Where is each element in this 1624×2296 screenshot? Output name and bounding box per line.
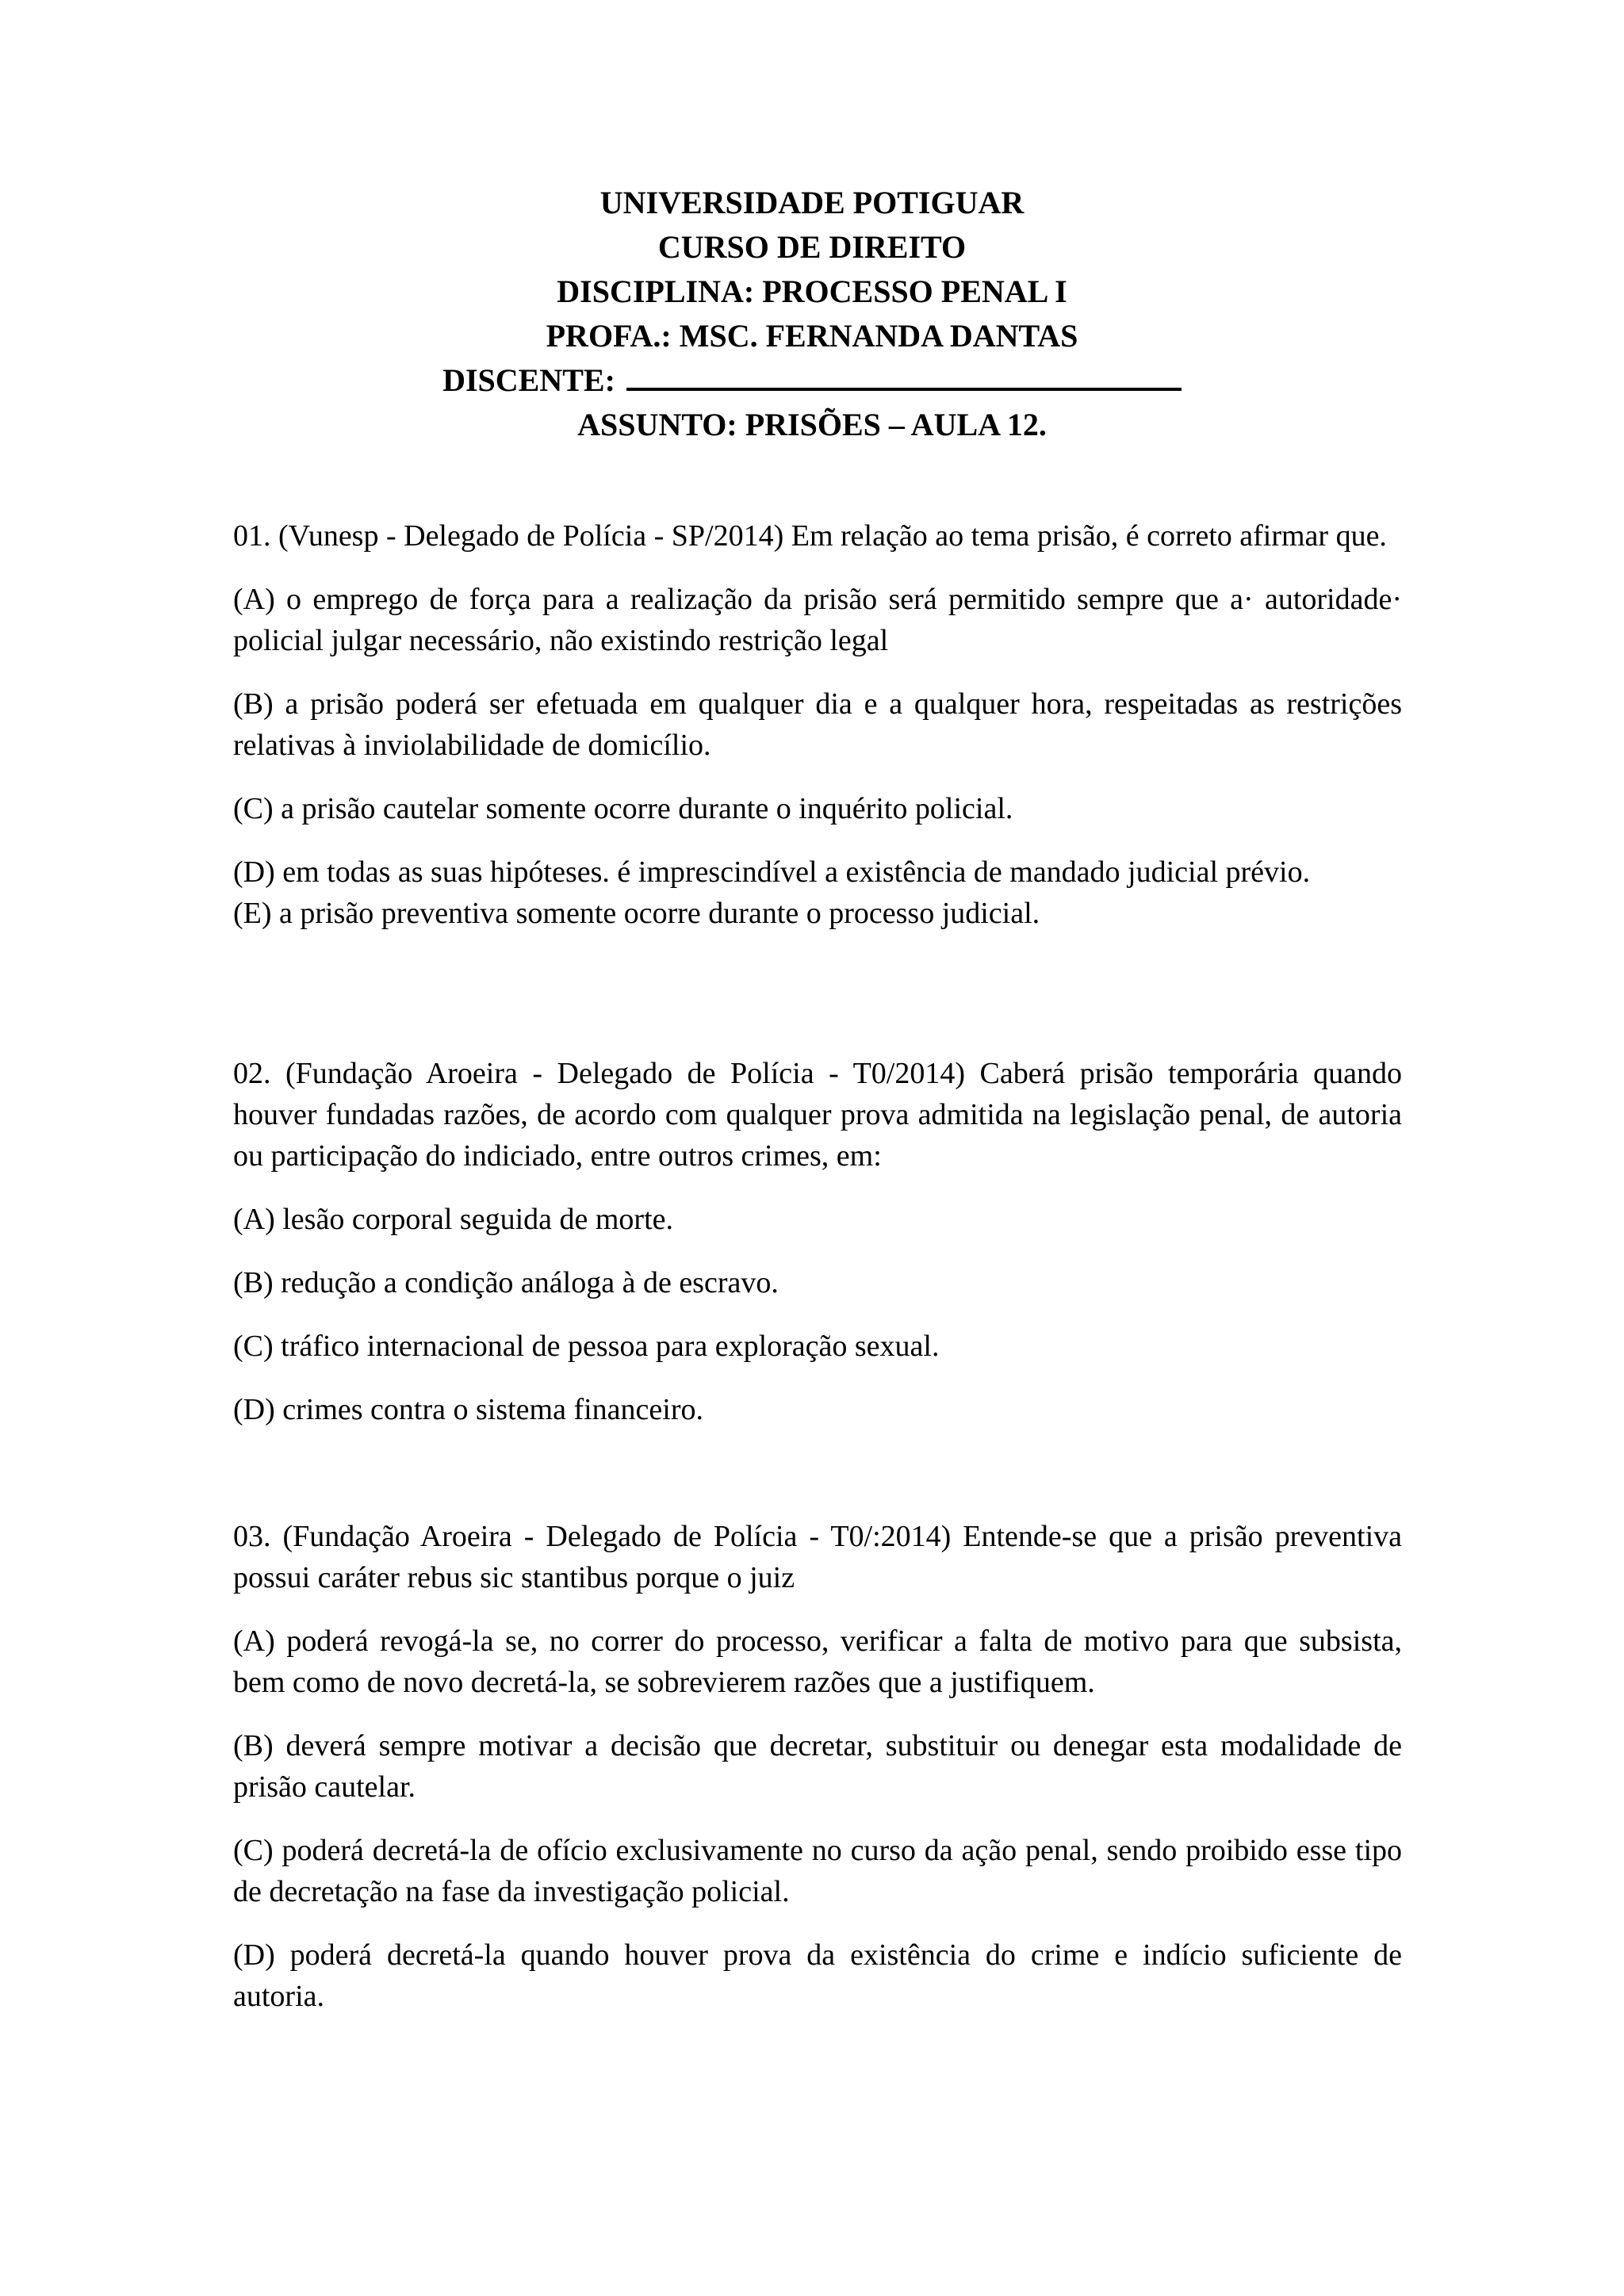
question-3	[233, 1516, 1402, 2039]
option-c: (C) a prisão cautelar somente ocorre durante o inquérito policial.	[233, 792, 1013, 825]
option-a: (A) lesão corporal seguida de morte.	[233, 1203, 674, 1236]
professor-name: PROFA.: MSC. FERNANDA DANTAS	[546, 318, 1078, 354]
question-1	[233, 515, 1402, 956]
student-line	[0, 358, 1624, 403]
discipline-name: DISCIPLINA: PROCESSO PENAL I	[557, 274, 1067, 309]
option-d: (D) crimes contra o sistema financeiro.	[233, 1393, 703, 1426]
question-stem: 01. (Vunesp - Delegado de Polícia - SP/2014) Em relação ao tema prisão, é correto afirmar que.	[233, 519, 1387, 553]
option-d: (D) em todas as suas hipóteses. é imprescindível a existência de mandado judicial prévio.	[233, 855, 1311, 889]
course-name: CURSO DE DIREITO	[657, 229, 967, 265]
document-header	[0, 181, 1624, 447]
university-name: UNIVERSIDADE POTIGUAR	[599, 185, 1025, 220]
option-b: (B) redução a condição análoga à de escravo.	[233, 1266, 779, 1299]
question-stem: 02. (Fundação Aroeira - Delegado de Polícia - T0/2014) Caberá prisão temporária quando houver fundadas razões, de acordo com qualquer prova admitida na legislação penal, de autoria ou participação do indiciado, entre outros crimes, em:	[233, 1057, 1402, 1173]
option-e: (E) a prisão preventiva somente ocorre durante o processo judicial.	[233, 897, 1040, 930]
option-c: (C) tráfico internacional de pessoa para exploração sexual.	[233, 1330, 940, 1363]
question-2	[233, 1053, 1402, 1452]
option-b: (B) deverá sempre motivar a decisão que decretar, substituir ou denegar esta modalidade de prisão cautelar.	[233, 1729, 1402, 1804]
option-c: (C) poderá decretá-la de ofício exclusivamente no curso da ação penal, sendo proibido esse tipo de decretação na fase da investigação policial.	[233, 1834, 1402, 1908]
option-d: (D) poderá decretá-la quando houver prova da existência do crime e indício suficiente de autoria.	[233, 1938, 1402, 2013]
option-b: (B) a prisão poderá ser efetuada em qualquer dia e a qualquer hora, respeitadas as restrições relativas à inviolabilidade de domicílio.	[233, 687, 1402, 762]
option-a: (A) o emprego de força para a realização da prisão será permitido sempre que a· autoridade· policial julgar necessário, não existindo restrição legal	[233, 583, 1402, 657]
subject-line: ASSUNTO: PRISÕES – AULA 12.	[577, 407, 1047, 442]
student-label: DISCENTE:	[442, 362, 615, 398]
option-a: (A) poderá revogá-la se, no correr do processo, verificar a falta de motivo para que subsista, bem como de novo decretá-la, se sobrevierem razões que a justifiquem.	[233, 1624, 1402, 1699]
student-name-blank	[626, 361, 1182, 391]
question-stem: 03. (Fundação Aroeira - Delegado de Polícia - T0/:2014) Entende-se que a prisão preventiva possui caráter rebus sic stantibus porque o juiz	[233, 1520, 1402, 1594]
